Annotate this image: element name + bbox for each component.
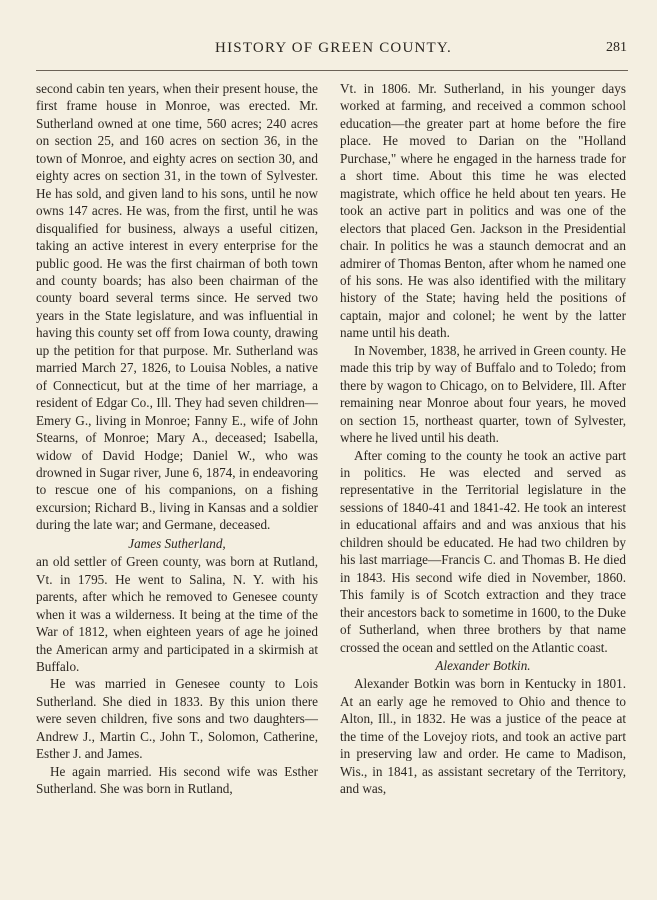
section-heading: James Sutherland,	[128, 535, 226, 551]
right-column	[340, 80, 626, 798]
paragraph: After coming to the county he took an active part in politics. He was elected and served as representative in the Territorial legislature in the sessions of 1840-41 and 1841-42. He took an interest in educational affairs and and was anxious that his children should be educated. He had two children by his last marriage—Francis C. and Thomas B. He died in 1843. His second wife died in November, 1860. This family is of Scotch extraction and they trace their ancestors back to sometime in 1600, to the Duke of Sutherland, when three brothers by that name crossed the ocean and settled on the Atlantic coast.	[340, 447, 626, 655]
paragraph: Vt. in 1806. Mr. Sutherland, in his younger days worked at farming, and received a common school education—the greater part at home before the fire place. He moved to Darian on the "Holland Purchase," where he engaged in the harness trade for a short time. About this time he was elected magistrate, which office he held about ten years. He took an active part in politics and was one of the electors that placed Gen. Jackson in the Presidential chair. In politics he was a staunch democrat and an admirer of Thomas Benton, after whom he named one of his sons. He was also identified with the military history of the State; having held the positions of captain, major and colonel; he went by the latter name until his death.	[340, 81, 626, 341]
paragraph: an old settler of Green county, was born at Rutland, Vt. in 1795. He went to Salina, N. Y. with his parents, after which he removed to Genesee county when it was a wilderness. It being at the time of the War of 1812, when eighteen years of age he joined the American army and participated in a skirmish at Buffalo.	[36, 554, 318, 674]
paragraph: He again married. His second wife was Esther Sutherland. She was born in Rutland,	[36, 763, 318, 797]
header-rule	[36, 70, 628, 71]
paragraph: He was married in Genesee county to Lois Sutherland. She died in 1833. By this union there were seven children, five sons and two daughters—Andrew J., Martin C., John T., Solomon, Catherine, Esther J. and James.	[36, 676, 318, 762]
page-number: 281	[606, 40, 627, 55]
left-column	[36, 80, 318, 798]
paragraph: second cabin ten years, when their present house, the first frame house in Monroe, was erected. Mr. Sutherland owned at one time, 560 acres; 240 acres on section 25, and 160 acres on section 36, in the town of Monroe, and eighty acres on section 30, and eighty acres on section 31, in the town of Sylvester. He has sold, and given land to his sons, until he now owns 147 acres. He was, from the first, until he was disqualified for business, always a useful citizen, taking an active interest in every enterprise for the public good. He was the first chairman of both town and county boards; has also been chairman of the county board several terms since. He served two years in the State legislature, and was influential in having this county set off from Iowa county, drawing up the petition for that purpose. Mr. Sutherland was married March 27, 1826, to Louisa Nobles, a native of Connecticut, but at the time of her marriage, a resident of Edgar Co., Ill. They had seven children—Emery G., living in Monroe; Fanny E., wife of John Stearns, of Monroe; Mary A., deceased; Isabella, widow of David Hodge; Daniel W., who was drowned in Sugar river, June 6, 1874, in endeavoring to rescue one of his companions, on a fishing excursion; Richard B., living in Kansas and a soldier during the late war; and Germane, deceased.	[36, 81, 318, 533]
running-title: HISTORY OF GREEN COUNTY.	[215, 40, 452, 56]
paragraph: In November, 1838, he arrived in Green county. He made this trip by way of Buffalo and to Toledo; from there by wagon to Chicago, on to Belvidere, Ill. After remaining near Monroe about four years, he moved on section 15, northeast quarter, town of Sylvester, where he lived until his death.	[340, 342, 626, 446]
section-heading: Alexander Botkin.	[435, 657, 531, 673]
page-header	[36, 40, 631, 62]
paragraph: Alexander Botkin was born in Kentucky in 1801. At an early age he removed to Ohio and thence to Alton, Ill., in 1832. He was a justice of the peace at the time of the Lovejoy riots, and took an active part in preserving law and order. He came to Madison, Wis., in 1841, as assistant secretary of the Territory, and was,	[340, 676, 626, 797]
